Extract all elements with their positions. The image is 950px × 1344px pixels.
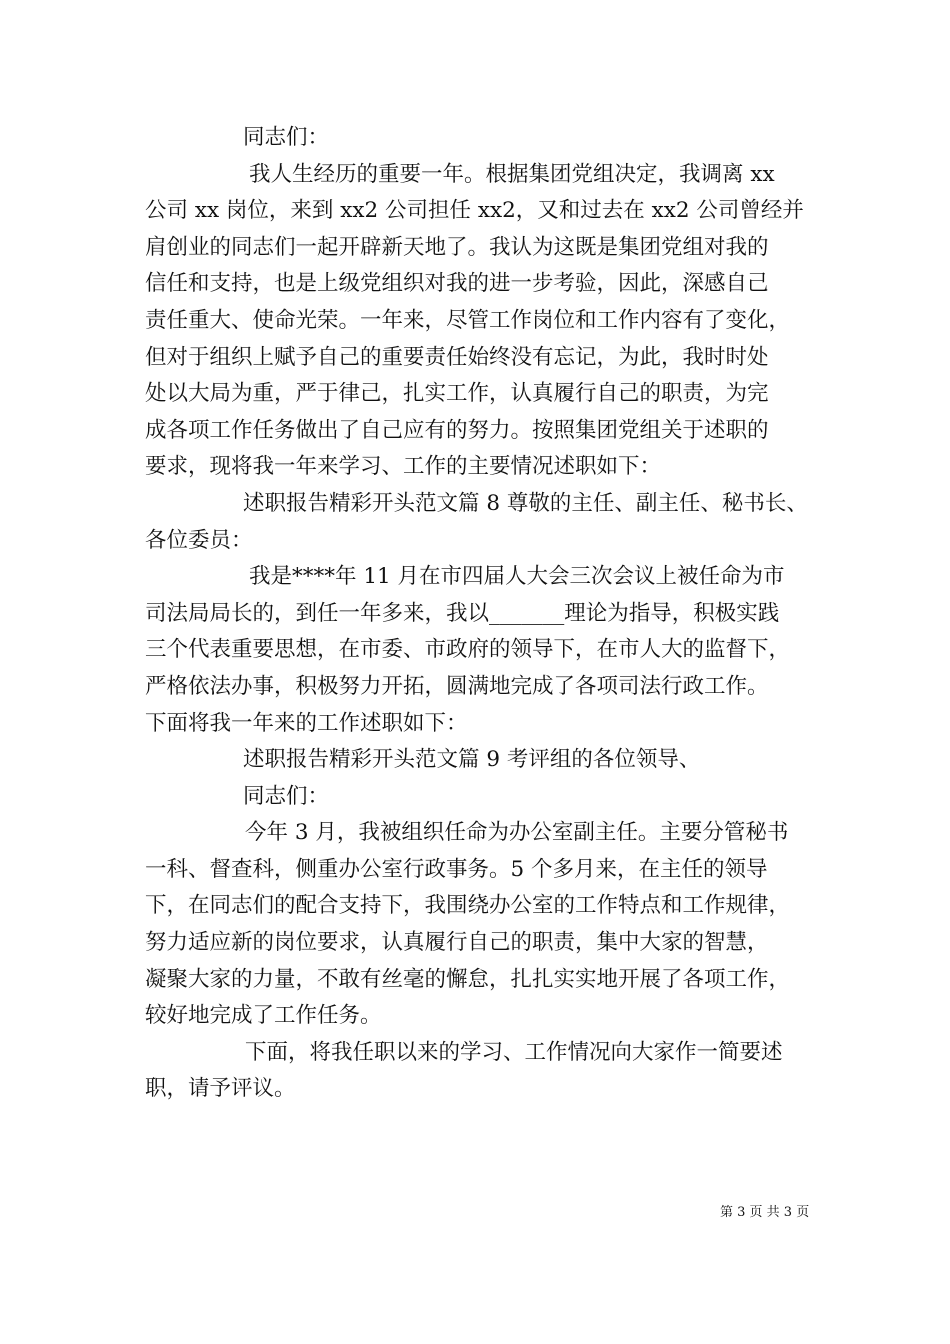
text-line: 述职报告精彩开头范文篇 9 考评组的各位领导、 xyxy=(243,747,701,773)
text-line: 下，在同志们的配合支持下，我围绕办公室的工作特点和工作规律， xyxy=(145,893,791,919)
text-line: 下面，将我任职以来的学习、工作情况向大家作一简要述 xyxy=(245,1039,783,1065)
text-line: 下面将我一年来的工作述职如下： xyxy=(145,710,468,736)
text-line: 今年 3 月，我被组织任命为办公室副主任。主要分管秘书 xyxy=(245,820,789,846)
text-line: 处以大局为重，严于律己，扎实工作，认真履行自己的职责，为完 xyxy=(145,381,769,407)
text-line: 要求，现将我一年来学习、工作的主要情况述职如下： xyxy=(145,454,662,480)
text-line: 三个代表重要思想，在市委、市政府的领导下，在市人大的监督下， xyxy=(145,637,791,663)
text-line: 公司 xx 岗位，来到 xx2 公司担任 xx2，又和过去在 xx2 公司曾经并 xyxy=(145,198,804,224)
text-line: 较好地完成了工作任务。 xyxy=(145,1003,382,1029)
text-line: 肩创业的同志们一起开辟新天地了。我认为这既是集团党组对我的 xyxy=(145,234,769,260)
text-line: 成各项工作任务做出了自己应有的努力。按照集团党组关于述职的 xyxy=(145,417,769,443)
text-line: 述职报告精彩开头范文篇 8 尊敬的主任、副主任、秘书长、 xyxy=(243,490,808,516)
text-line: 严格依法办事，积极努力开拓，圆满地完成了各项司法行政工作。 xyxy=(145,673,769,699)
text-line: 凝聚大家的力量，不敢有丝毫的懈怠，扎扎实实地开展了各项工作， xyxy=(145,966,791,992)
text-line: 我是****年 11 月在市四届人大会三次会议上被任命为市 xyxy=(249,564,785,590)
text-line: 努力适应新的岗位要求，认真履行自己的职责，集中大家的智慧， xyxy=(145,930,769,956)
text-line: 责任重大、使命光荣。一年来，尽管工作岗位和工作内容有了变化， xyxy=(145,307,791,333)
text-line: 一科、督查科，侧重办公室行政事务。5 个多月来，在主任的领导 xyxy=(145,856,768,882)
text-line: 各位委员： xyxy=(145,527,253,553)
page-number: 第 3 页 共 3 页 xyxy=(720,1205,810,1220)
text-line: 但对于组织上赋予自己的重要责任始终没有忘记，为此，我时时处 xyxy=(145,344,769,370)
text-line: 职，请予评议。 xyxy=(145,1076,296,1102)
document-body xyxy=(145,120,809,1108)
text-line: 司法局局长的，到任一年多来，我以_______理论为指导，积极实践 xyxy=(145,600,780,626)
text-line: 信任和支持，也是上级党组织对我的进一步考验，因此，深感自己 xyxy=(145,271,769,297)
text-line: 同志们： xyxy=(243,125,330,150)
text-line: 我人生经历的重要一年。根据集团党组决定，我调离 xx xyxy=(249,161,775,187)
text-line: 同志们： xyxy=(243,783,330,809)
